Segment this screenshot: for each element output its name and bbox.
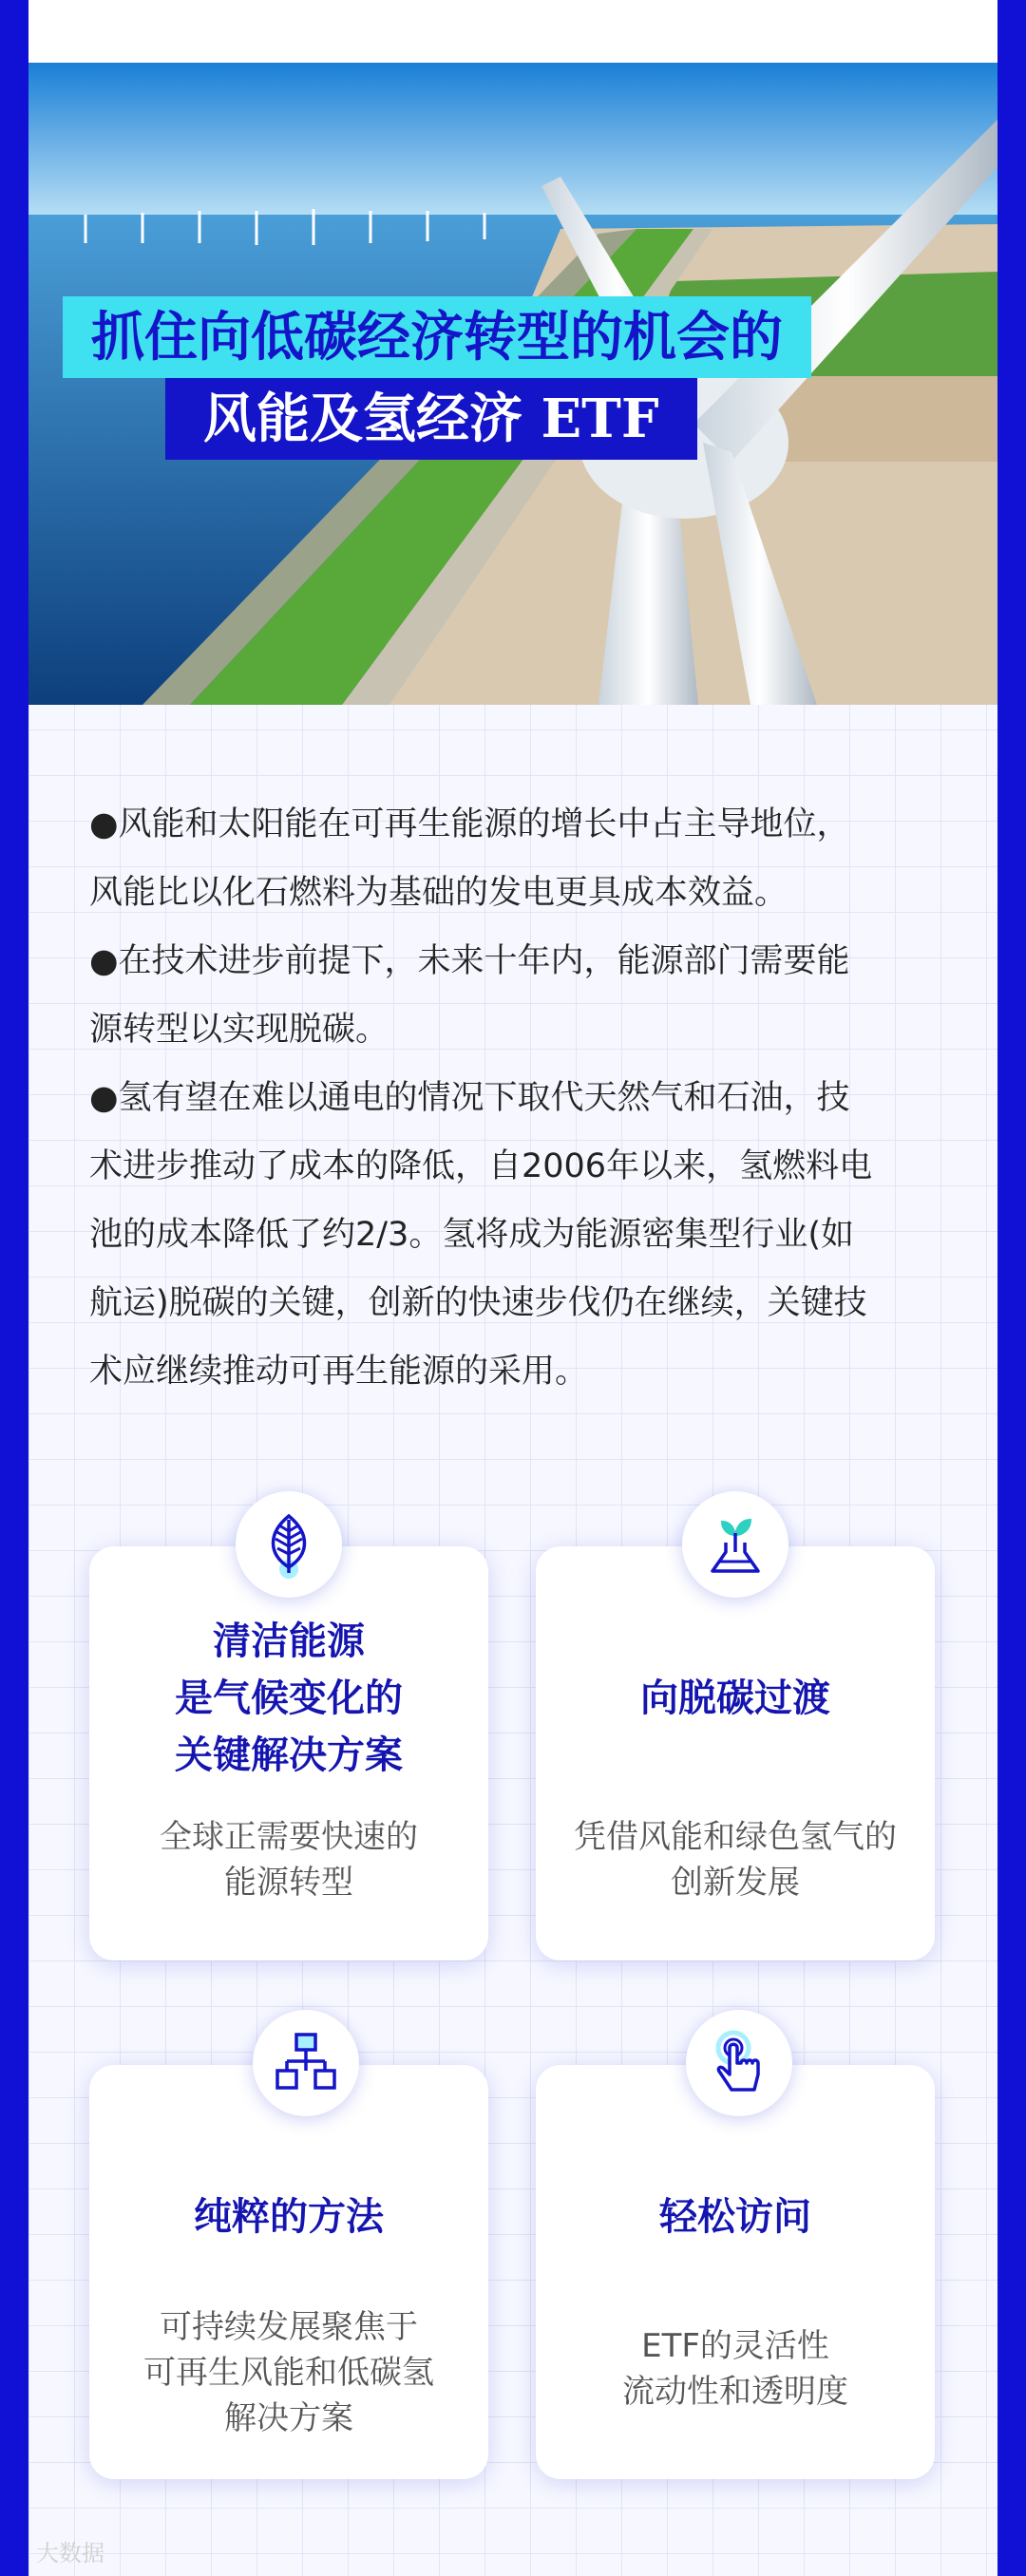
text-line: 术进步推动了成本的降低，自2006年以来，氢燃料电 — [89, 1147, 873, 1185]
card-title-line: 清洁能源 — [213, 1619, 365, 1663]
card-title-line: 向脱碳过渡 — [640, 1676, 830, 1720]
feature-card-decarbonization — [536, 1546, 935, 1960]
card-desc-line: 解决方案 — [224, 2399, 353, 2437]
card-desc-line: ETF的灵活性 — [641, 2327, 829, 2365]
feature-card-clean-energy — [89, 1546, 488, 1960]
top-strip — [28, 0, 998, 63]
text-line: ●氢有望在难以通电的情况下取代天然气和石油，技 — [89, 1079, 850, 1117]
card-title-line: 纯粹的方法 — [194, 2194, 384, 2239]
bullet-text-block — [89, 790, 963, 1406]
card-desc-line: 能源转型 — [224, 1864, 353, 1902]
text-line: 源转型以实现脱碳。 — [89, 1011, 390, 1049]
feature-card-easy-access — [536, 2065, 935, 2479]
card-desc-line: 凭借风能和绿色氢气的 — [574, 1818, 897, 1856]
text-line: 术应继续推动可再生能源的采用。 — [89, 1353, 589, 1391]
card-desc-line: 流动性和透明度 — [622, 2373, 848, 2411]
hero-banner — [28, 63, 998, 705]
text-line: 航运)脱碳的关键，创新的快速步伐仍在继续，关键技 — [89, 1284, 867, 1322]
card-title-line: 轻松访问 — [659, 2194, 811, 2239]
leaf-icon — [236, 1491, 342, 1598]
feature-card-pure-approach — [89, 2065, 488, 2479]
hero-title-line2: 风能及氢经济 ETF — [165, 378, 697, 460]
content-panel — [28, 0, 998, 2576]
card-title-line: 是气候变化的 — [175, 1676, 403, 1720]
card-desc-line: 全球正需要快速的 — [160, 1818, 418, 1856]
network-icon — [253, 2010, 359, 2116]
card-desc-line: 可持续发展聚焦于 — [160, 2308, 418, 2346]
watermark-text: 大数据 — [36, 2540, 104, 2567]
hero-title-line1: 抓住向低碳经济转型的机会的 — [63, 296, 811, 378]
touch-hand-icon — [686, 2010, 792, 2116]
card-desc-line: 创新发展 — [671, 1864, 800, 1902]
card-desc-line: 可再生风能和低碳氢 — [143, 2354, 434, 2392]
text-line: ●在技术进步前提下，未来十年内，能源部门需要能 — [89, 942, 850, 980]
card-title-line: 关键解决方案 — [175, 1733, 403, 1777]
text-line: 池的成本降低了约2/3。氢将成为能源密集型行业(如 — [89, 1216, 854, 1254]
flask-sprout-icon — [682, 1491, 788, 1598]
text-line: ●风能和太阳能在可再生能源的增长中占主导地位， — [89, 805, 850, 843]
text-line: 风能比以化石燃料为基础的发电更具成本效益。 — [89, 874, 788, 912]
